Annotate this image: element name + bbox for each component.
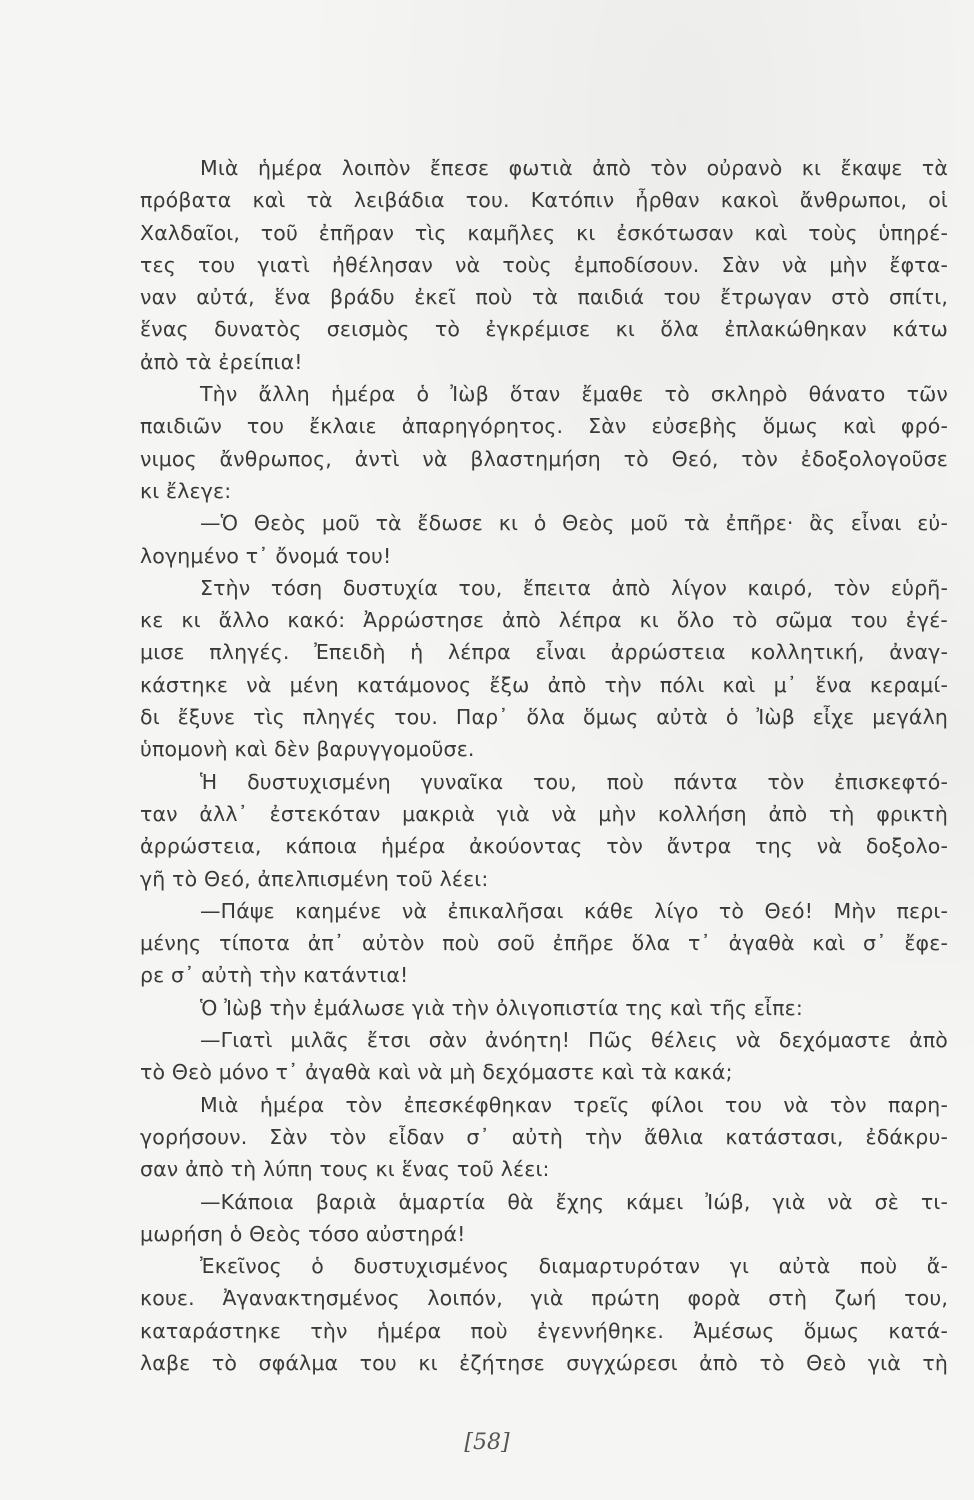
text-line: —Ὁ Θεὸς μοῦ τὰ ἔδωσε κι ὁ Θεὸς μοῦ τὰ ἐπῆρε· ἂς εἶναι εὐ- — [200, 511, 948, 536]
text-line: Μιὰ ἡμέρα λοιπὸν ἔπεσε φωτιὰ ἀπὸ τὸν οὐρανὸ κι ἔκαψε τὰ — [200, 156, 948, 180]
text-line: Ὁ Ἰὼβ τὴν ἐμάλωσε γιὰ τὴν ὀλιγοπιστία της καὶ τῆς εἶπε: — [200, 995, 803, 1020]
text-line: ἀρρώστεια, κάποια ἡμέρα ἀκούοντας τὸν ἄντρα της νὰ δοξολο- — [140, 834, 948, 859]
text-line: καταράστηκε τὴν ἡμέρα ποὺ ἐγεννήθηκε. Ἀμέσως ὅμως κατά- — [140, 1318, 948, 1343]
body-text — [140, 152, 948, 1379]
text-line: νιμος ἄνθρωπος, ἀντὶ νὰ βλαστημήση τὸ Θεό, τὸν ἐδοξολογοῦσε — [140, 446, 948, 471]
text-line: τες του γιατὶ ἠθέλησαν νὰ τοὺς ἐμποδίσουν. Σὰν νὰ μὴν ἔφτα- — [140, 252, 948, 277]
text-line: πρόβατα καὶ τὰ λειβάδια του. Κατόπιν ἦρθαν κακοὶ ἄνθρωποι, οἱ — [140, 188, 948, 213]
text-line: Τὴν ἄλλη ἡμέρα ὁ Ἰὼβ ὅταν ἔμαθε τὸ σκληρὸ θάνατο τῶν — [200, 382, 948, 407]
text-line: μισε πληγές. Ἐπειδὴ ἡ λέπρα εἶναι ἀρρώστεια κολλητική, ἀναγ- — [140, 640, 948, 665]
text-line: κι ἔλεγε: — [140, 478, 232, 503]
text-line: Ἐκεῖνος ὁ δυστυχισμένος διαμαρτυρόταν γι αὐτὰ ποὺ ἄ- — [200, 1254, 948, 1279]
text-line: ὑπομονὴ καὶ δὲν βαρυγγομοῦσε. — [140, 737, 475, 762]
text-line: τὸ Θεὸ μόνο τ᾽ ἀγαθὰ καὶ νὰ μὴ δεχόμαστε καὶ τὰ κακά; — [140, 1060, 733, 1085]
text-line: ταν ἀλλ᾽ ἐστεκόταν μακριὰ γιὰ νὰ μὴν κολλήση ἀπὸ τὴ φρικτὴ — [140, 801, 948, 826]
text-line: ναν αὐτά, ἕνα βράδυ ἐκεῖ ποὺ τὰ παιδιά του ἔτρωγαν στὸ σπίτι, — [140, 285, 948, 310]
text-line: σαν ἀπὸ τὴ λύπη τους κι ἕνας τοῦ λέει: — [140, 1157, 550, 1182]
text-line: ἕνας δυνατὸς σεισμὸς τὸ ἐγκρέμισε κι ὅλα ἐπλακώθηκαν κάτω — [140, 317, 948, 342]
text-line: γορήσουν. Σὰν τὸν εἶδαν σ᾽ αὐτὴ τὴν ἄθλια κατάστασι, ἐδάκρυ- — [140, 1124, 948, 1149]
text-line: παιδιῶν του ἔκλαιε ἀπαρηγόρητος. Σὰν εὐσεβὴς ὅμως καὶ φρό- — [140, 414, 948, 439]
text-line: —Γιατὶ μιλᾶς ἔτσι σὰν ἀνόητη! Πῶς θέλεις νὰ δεχόμαστε ἀπὸ — [200, 1028, 948, 1053]
text-line: Ἡ δυστυχισμένη γυναῖκα του, ποὺ πάντα τὸν ἐπισκεφτό- — [200, 769, 948, 794]
text-line: γῆ τὸ Θεό, ἀπελπισμένη τοῦ λέει: — [140, 866, 489, 891]
text-line: μένης τίποτα ἀπ᾽ αὐτὸν ποὺ σοῦ ἐπῆρε ὅλα τ᾽ ἀγαθὰ καὶ σ᾽ ἔφε- — [140, 931, 948, 956]
text-line: κάστηκε νὰ μένη κατάμονος ἔξω ἀπὸ τὴν πόλι καὶ μ᾽ ἕνα κεραμί- — [140, 672, 948, 697]
text-line: λογημένο τ᾽ ὄνομά του! — [140, 543, 392, 568]
text-line: —Πάψε καημένε νὰ ἐπικαλῆσαι κάθε λίγο τὸ Θεό! Μὴν περι- — [200, 898, 948, 923]
text-line: Στὴν τόση δυστυχία του, ἔπειτα ἀπὸ λίγον καιρό, τὸν εὑρῆ- — [200, 575, 948, 600]
text-line: λαβε τὸ σφάλμα του κι ἐζήτησε συγχώρεσι ἀπὸ τὸ Θεὸ γιὰ τὴ — [140, 1350, 948, 1375]
text-line: κουε. Ἀγανακτησμένος λοιπόν, γιὰ πρώτη φορὰ στὴ ζωή του, — [140, 1286, 948, 1311]
text-line: δι ἔξυνε τὶς πληγές του. Παρ᾽ ὅλα ὅμως αὐτὰ ὁ Ἰὼβ εἶχε μεγάλη — [140, 705, 948, 730]
text-line: ἀπὸ τὰ ἐρείπια! — [140, 349, 303, 374]
text-line: —Κάποια βαριὰ ἁμαρτία θὰ ἔχης κάμει Ἰώβ, γιὰ νὰ σὲ τι- — [200, 1189, 948, 1214]
page-number: [58] — [464, 1430, 510, 1455]
text-line: μωρήση ὁ Θεὸς τόσο αὐστηρά! — [140, 1221, 466, 1246]
text-line: Χαλδαῖοι, τοῦ ἐπῆραν τὶς καμῆλες κι ἐσκότωσαν καὶ τοὺς ὑπηρέ- — [140, 220, 948, 245]
text-line: Μιὰ ἡμέρα τὸν ἐπεσκέφθηκαν τρεῖς φίλοι του νὰ τὸν παρη- — [200, 1092, 948, 1117]
text-line: ρε σ᾽ αὐτὴ τὴν κατάντια! — [140, 963, 409, 988]
text-line: κε κι ἄλλο κακό: Ἀρρώστησε ἀπὸ λέπρα κι ὅλο τὸ σῶμα του ἐγέ- — [140, 608, 948, 633]
